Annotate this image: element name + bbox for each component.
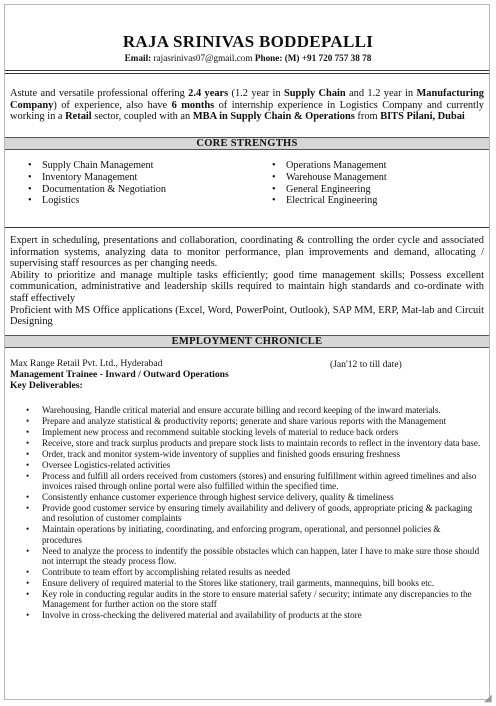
summary-text: from xyxy=(354,111,381,123)
key-deliverables-label: Key Deliverables: xyxy=(10,380,83,391)
deliverable-item: • Need to analyze the process to indentify the possible obstacles which can happen, later I have to make sure those should not interrupt the steady process flow. xyxy=(26,546,481,567)
core-strength-item: • Warehouse Management xyxy=(272,172,487,184)
core-strengths-heading: CORE STRENGTHS xyxy=(5,137,489,150)
core-strength-item: • Logistics xyxy=(28,195,248,207)
deliverable-item: • Provide good customer service by ensuring timely availability and delivery of goods, appropriate pricing & packaging and resolution of customer complaints xyxy=(26,503,481,524)
job-title: Management Trainee - Inward / Outward Operations xyxy=(10,369,229,380)
deliverable-item: • Consistently enhance customer experience through highest service delivery, quality & timeliness xyxy=(26,492,481,502)
candidate-name: RAJA SRINIVAS BODDEPALLI xyxy=(122,32,374,51)
summary-highlight: 2.4 years xyxy=(188,88,229,99)
summary-highlight: Retail xyxy=(65,111,92,123)
header-rule-top xyxy=(5,70,489,71)
deliverable-item: • Maintain operations by initiating, coordinating, and enforcing program, operational, and personnel policies & procedures xyxy=(26,524,481,545)
expertise-paragraph: Expert in scheduling, presentations and collaboration, coordinating & controlling the order cycle and associated information systems, analyzing data to monitor performance, plan improvements and demand, allocating / supervising staff resources as per changing needs. xyxy=(10,235,484,270)
summary-text: and 1.2 year in xyxy=(345,88,417,99)
employment-chronicle-heading: EMPLOYMENT CHRONICLE xyxy=(5,335,489,348)
summary-highlight: BITS Pilani, Dubai xyxy=(380,111,465,123)
page-curl-icon: ◢ xyxy=(484,693,492,704)
core-strength-item: • Supply Chain Management xyxy=(28,160,248,172)
deliverable-item: • Prepare and analyze statistical & productivity reports; generate and share various reports with the Management xyxy=(26,416,481,426)
contact-line xyxy=(0,53,496,63)
deliverable-item: • Ensure delivery of required material to the Stores like stationery, trail garments, mannequins, bill books etc. xyxy=(26,578,481,588)
employer-name: Max Range Retail Pvt. Ltd., Hyderabad xyxy=(10,358,163,369)
deliverable-item: • Oversee Logistics-related activities xyxy=(26,460,481,470)
core-strength-item: • Electrical Engineering xyxy=(272,195,487,207)
phone-label: Phone: xyxy=(254,53,283,63)
deliverable-item: • Implement new process and recommend suitable stocking levels of material to reduce back orders xyxy=(26,427,481,437)
deliverable-item: • Contribute to team effort by accomplishing related results as needed xyxy=(26,567,481,577)
summary-highlight: MBA in Supply Chain & Operations xyxy=(192,111,355,123)
core-strength-item: • General Engineering xyxy=(272,184,487,196)
summary-highlight: Manufacturing Company xyxy=(10,88,484,111)
summary-text: Astute and versatile professional offering xyxy=(10,88,189,99)
email-label: Email: xyxy=(124,53,152,63)
deliverable-item: • Order, track and monitor system-wide inventory of supplies and finished goods ensuring freshness xyxy=(26,449,481,459)
deliverable-item: • Key role in conducting regular audits in the store to ensure material safety / security; intimate any discrepancies to the Management for further action on the store staff xyxy=(26,589,481,610)
deliverable-item: • Warehousing, Handle critical material and ensure accurate billing and record keeping of the inward materials. xyxy=(26,405,481,415)
summary-text: of internship experience in Logistics Company and currently working in a xyxy=(10,99,485,123)
phone-number: (M) +91 720 757 38 78 xyxy=(284,53,372,63)
deliverable-item: • Process and fulfill all orders received from customers (stores) and ensuring fulfillment within agreed timelines and also invoices raised through online portal were also fulfilled within the specified time. xyxy=(26,471,481,492)
summary-text: ) of experience, also have xyxy=(53,99,172,111)
header-rule-bottom xyxy=(5,73,489,74)
core-strength-item: • Documentation & Negotiation xyxy=(28,184,248,196)
summary-highlight: Supply Chain xyxy=(284,88,346,99)
summary-text: (1.2 year in xyxy=(228,88,284,99)
expertise-paragraph: Ability to prioritize and manage multiple tasks efficiently; good time management skills; Possess excellent communication, administrative and leadership skills required to maintain high standards and co-ordinate with staff effectively xyxy=(10,269,484,304)
summary-text: sector, coupled with an xyxy=(91,111,193,123)
core-strength-item: • Inventory Management xyxy=(28,172,248,184)
email-address[interactable]: rajasrinivas07@gmail.com xyxy=(153,53,253,63)
deliverable-item: • Involve in cross-checking the delivered material and availability of products at the store xyxy=(26,610,481,620)
core-strengths-right-list xyxy=(272,160,487,207)
strengths-divider xyxy=(5,227,489,228)
expertise-summary xyxy=(10,235,484,328)
core-strengths-left-list xyxy=(28,160,248,207)
expertise-paragraph: Proficient with MS Office applications (Excel, Word, PowerPoint, Outlook), SAP MM, ERP, Mat-lab and Circuit Designing xyxy=(10,304,484,328)
deliverable-item: • Receive, store and track surplus products and prepare stock lists to maintain records to reflect in the inventory data base. xyxy=(26,438,481,448)
core-strength-item: • Operations Management xyxy=(272,160,487,172)
employment-period: (Jan'12 to till date) xyxy=(330,359,402,370)
summary-highlight: 6 months xyxy=(171,99,215,111)
key-deliverables-list xyxy=(26,405,481,621)
profile-summary xyxy=(10,88,484,123)
